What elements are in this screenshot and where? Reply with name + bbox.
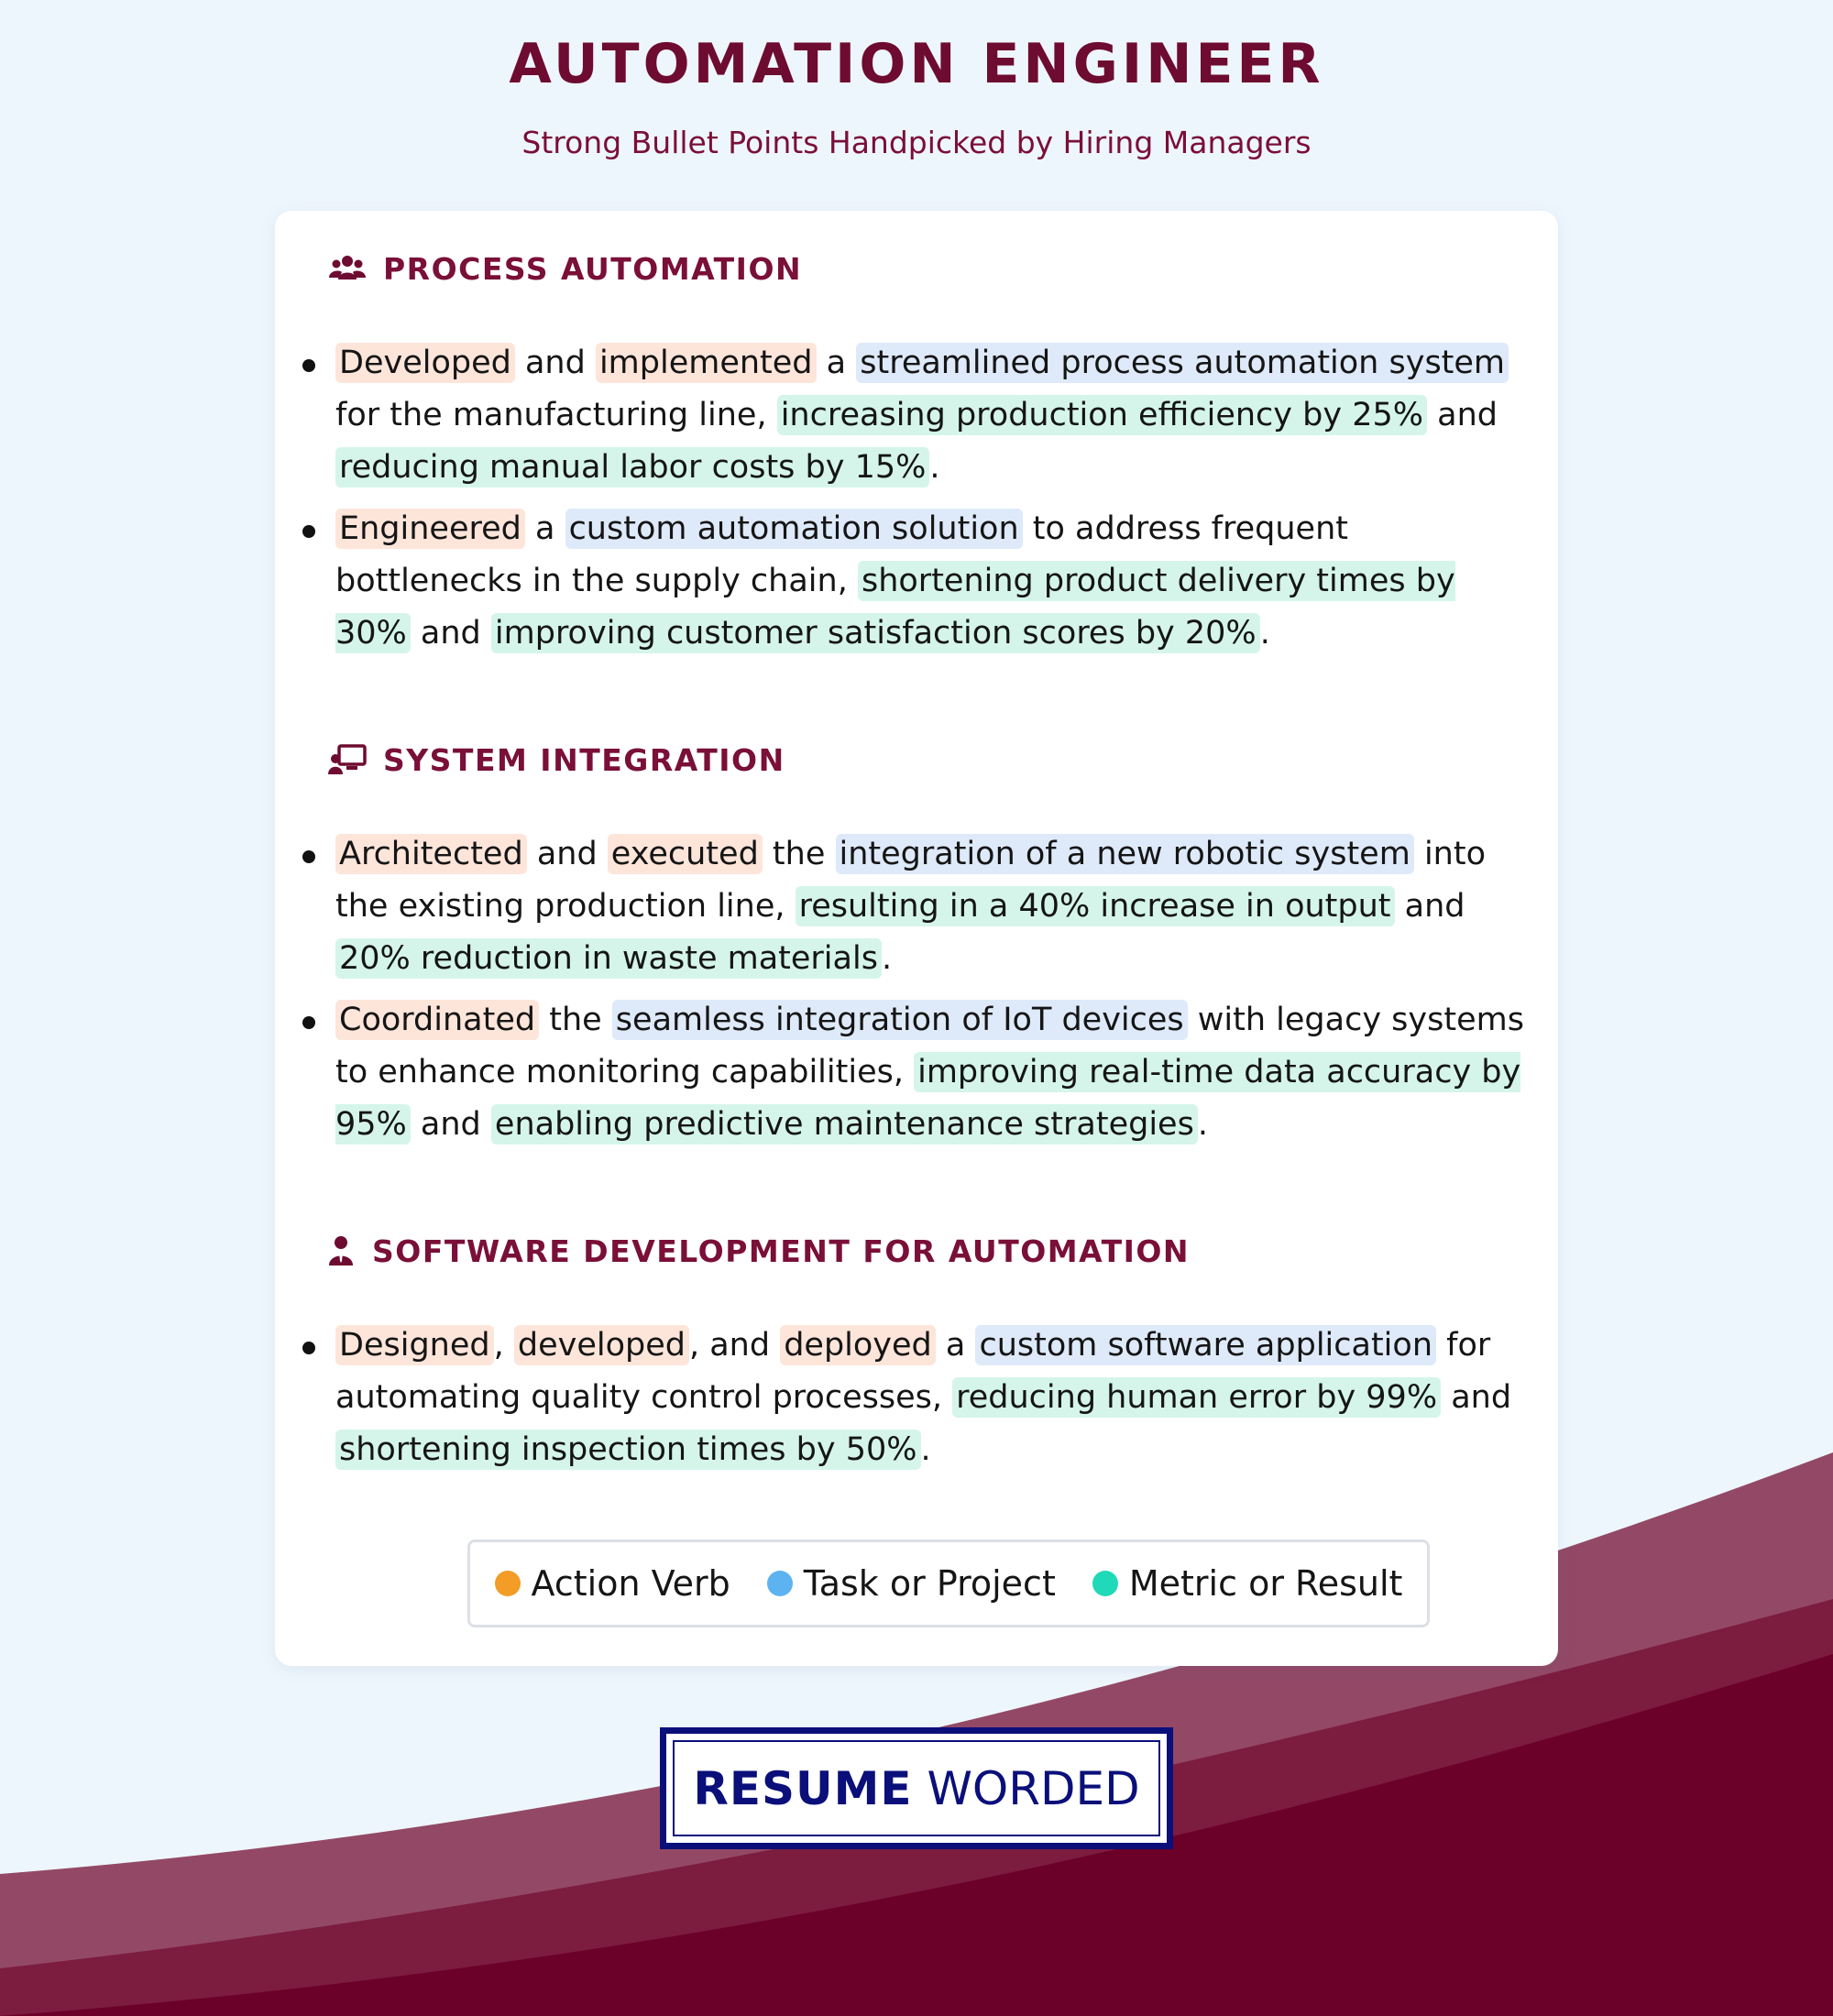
bullet-dot-icon (302, 359, 315, 372)
bullet-dot-icon (302, 850, 315, 863)
page-header (0, 27, 1833, 161)
highlight-metric: enabling predictive maintenance strategies (491, 1104, 1198, 1145)
blue-dot-icon (767, 1571, 793, 1596)
plain-text: and (410, 1106, 491, 1143)
user-tie-icon (328, 1232, 356, 1270)
plain-text: . (920, 1431, 931, 1468)
highlight-metric: resulting in a 40% increase in output (796, 886, 1395, 926)
bullet-list (275, 337, 1558, 669)
teal-dot-icon (1092, 1571, 1118, 1596)
bullet-text (335, 1325, 1511, 1470)
plain-text: , and (688, 1327, 781, 1364)
logo-bold-word: RESUME (693, 1761, 913, 1815)
plain-text: and (1441, 1379, 1512, 1416)
plain-text: . (929, 449, 940, 486)
plain-text: , (493, 1327, 514, 1364)
plain-text: a (935, 1327, 976, 1364)
highlight-metric: shortening product delivery times by 30% (335, 563, 1455, 652)
legend-label: Action Verb (531, 1563, 730, 1604)
plain-text: a (524, 510, 565, 547)
highlight-task: custom automation solution (565, 509, 1023, 549)
users-group-icon (328, 249, 367, 288)
legend-label: Task or Project (803, 1563, 1056, 1604)
highlight-action-verb: implemented (596, 343, 817, 383)
bullet-item (275, 828, 1558, 985)
bullet-list (275, 1320, 1558, 1485)
bullet-text (335, 509, 1455, 653)
logo-inner-border (673, 1740, 1160, 1836)
highlight-action-verb: Designed (335, 1325, 494, 1365)
legend-item-task (767, 1563, 1056, 1604)
plain-text: for automating quality control processes, (335, 1327, 1491, 1416)
highlight-task: streamlined process automation system (856, 343, 1509, 383)
plain-text: a (816, 345, 857, 381)
plain-text: and (1394, 888, 1465, 925)
plain-text: and (526, 836, 608, 872)
bullet-item (275, 337, 1558, 494)
plain-text: . (881, 940, 893, 977)
bullet-dot-icon (302, 525, 315, 538)
plain-text: . (1197, 1106, 1208, 1143)
section-title: SOFTWARE DEVELOPMENT FOR AUTOMATION (372, 1233, 1191, 1269)
legend-item-metric (1092, 1563, 1403, 1604)
plain-text: . (1259, 615, 1270, 652)
section-title: SYSTEM INTEGRATION (383, 741, 785, 778)
plain-text: to address frequent bottlenecks in the supply chain, (335, 510, 1348, 599)
bullet-item (275, 503, 1558, 660)
plain-text: the (762, 836, 836, 872)
resume-worded-logo[interactable] (660, 1727, 1173, 1849)
highlight-action-verb: Architected (335, 834, 527, 874)
section-header (328, 1228, 1190, 1274)
bullet-text (335, 1000, 1524, 1145)
highlight-action-verb: Developed (335, 343, 515, 383)
highlight-task: custom software application (975, 1325, 1436, 1365)
highlight-action-verb: Engineered (335, 509, 525, 549)
plain-text: into the existing production line, (335, 836, 1486, 925)
orange-dot-icon (495, 1571, 521, 1596)
presentation-icon (328, 740, 367, 779)
highlight-metric: improving customer satisfaction scores by 20% (491, 613, 1260, 653)
logo-regular-word: WORDED (927, 1761, 1140, 1815)
highlight-action-verb: executed (608, 834, 763, 874)
plain-text: and (514, 345, 596, 381)
section-header (328, 246, 802, 291)
highlight-metric: reducing manual labor costs by 15% (335, 447, 929, 488)
page-subtitle: Strong Bullet Points Handpicked by Hiring Managers (521, 125, 1312, 160)
highlight-metric: increasing production efficiency by 25% (777, 395, 1427, 435)
highlight-task: seamless integration of IoT devices (612, 1000, 1188, 1040)
highlight-task: integration of a new robotic system (836, 834, 1414, 874)
bullet-dot-icon (302, 1016, 315, 1029)
highlight-metric: improving real-time data accuracy by 95% (335, 1054, 1521, 1143)
bullet-points-card (275, 211, 1558, 1666)
highlight-metric: shortening inspection times by 50% (335, 1430, 921, 1470)
page-title: AUTOMATION ENGINEER (509, 32, 1324, 96)
highlight-legend (467, 1539, 1430, 1627)
highlight-action-verb: developed (514, 1325, 689, 1365)
bullet-dot-icon (302, 1342, 315, 1354)
section-header (328, 737, 785, 783)
bullet-text (335, 343, 1509, 488)
bullet-item (275, 1320, 1558, 1476)
section-title: PROCESS AUTOMATION (383, 250, 803, 287)
plain-text: and (410, 615, 491, 652)
bullet-list (275, 828, 1558, 1160)
bullet-text (335, 834, 1486, 979)
plain-text: with legacy systems to enhance monitoring capabilities, (335, 1002, 1524, 1090)
plain-text: the (539, 1002, 612, 1038)
highlight-metric: reducing human error by 99% (952, 1377, 1441, 1418)
plain-text: for the manufacturing line, (335, 397, 777, 433)
plain-text: and (1427, 397, 1498, 433)
highlight-action-verb: Coordinated (335, 1000, 539, 1040)
legend-item-action-verb (495, 1563, 730, 1604)
highlight-action-verb: deployed (780, 1325, 936, 1365)
highlight-metric: 20% reduction in waste materials (335, 938, 882, 979)
legend-label: Metric or Result (1128, 1563, 1403, 1604)
bullet-item (275, 994, 1558, 1151)
